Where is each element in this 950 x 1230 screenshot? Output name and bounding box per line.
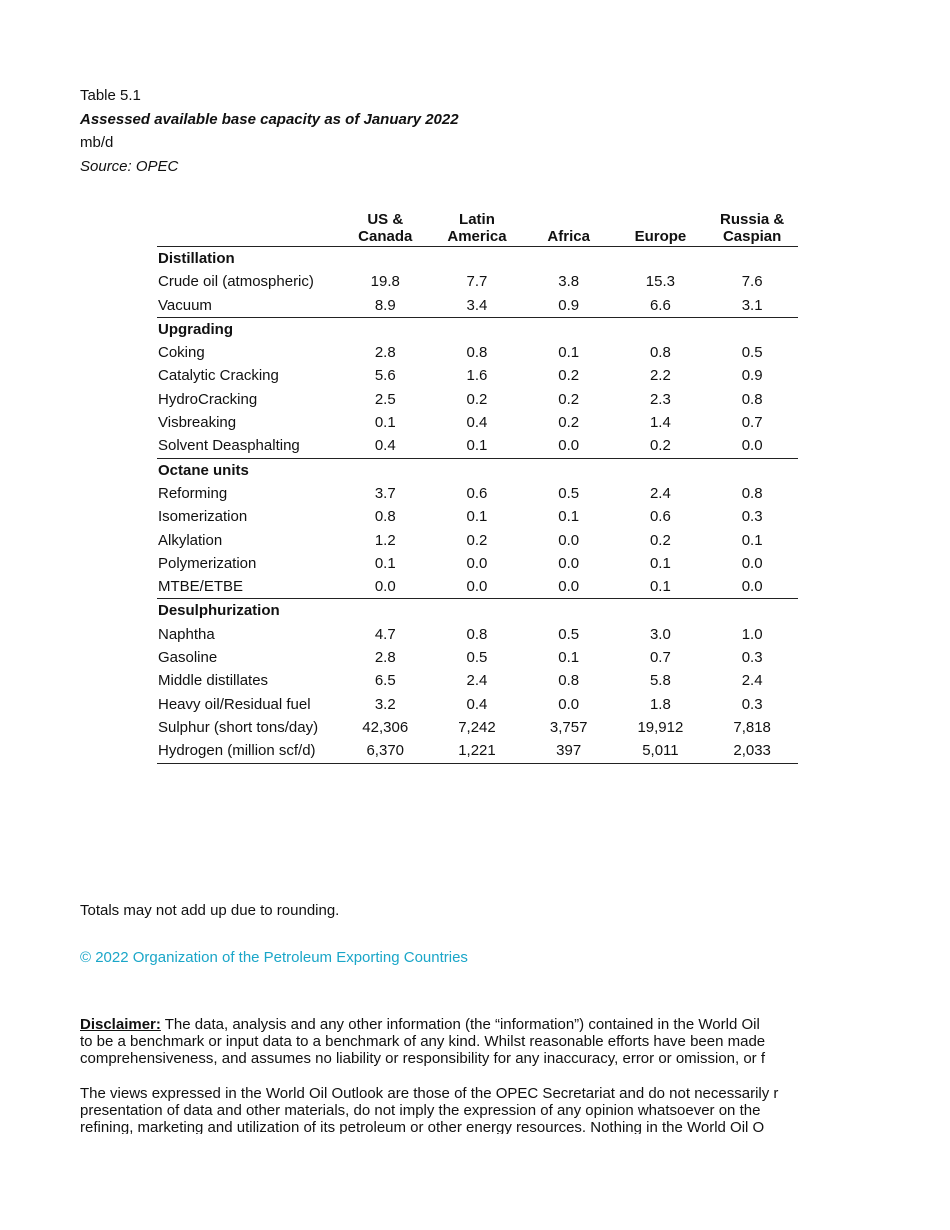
section-header-row (157, 599, 798, 623)
row-label: Middle distillates (158, 672, 269, 690)
table-cell: 0.1 (558, 649, 580, 667)
row-label: Visbreaking (158, 414, 237, 432)
table-cell: 4.7 (374, 625, 396, 643)
table-cell: 19.8 (370, 273, 400, 291)
table-cell: 0.8 (741, 390, 763, 408)
table-cell: 3.7 (374, 484, 396, 502)
row-label: Heavy oil/Residual fuel (158, 695, 311, 713)
table-cell: 2.5 (374, 390, 396, 408)
row-label: Sulphur (short tons/day) (158, 718, 319, 736)
column-header: Europe (615, 210, 707, 247)
disclaimer-line: comprehensiveness, and assumes no liability or responsibility for any inaccuracy, error or omission, or f (80, 1050, 766, 1067)
table-row (157, 411, 798, 434)
table-row (157, 693, 798, 716)
row-label: Solvent Deasphalting (157, 434, 339, 458)
disclaimer-line (80, 1016, 798, 1033)
disclaimer-line: presentation of data and other materials, do not imply the expression of any opinion whatsoever on the (80, 1102, 761, 1119)
table-cell: 1.8 (649, 695, 671, 713)
table-cell: 0.0 (523, 434, 615, 458)
table-cell: 1.4 (649, 414, 671, 432)
table-cell: 2.4 (741, 672, 763, 690)
section-title: Desulphurization (158, 602, 280, 620)
table-cell: 3.0 (649, 625, 671, 643)
disclaimer (80, 1016, 798, 1134)
table-cell: 3.2 (374, 695, 396, 713)
table-cell: 3.4 (431, 294, 523, 318)
row-label: Gasoline (158, 649, 218, 667)
table-cell: 6,370 (339, 739, 431, 763)
table-cell: 0.8 (558, 672, 580, 690)
section-header-row (157, 247, 798, 271)
row-label: Polymerization (158, 554, 257, 572)
table-title: Assessed available base capacity as of January 2022 (80, 110, 459, 128)
table-row (157, 388, 798, 411)
column-header: US & Canada (339, 210, 431, 247)
row-label: MTBE/ETBE (157, 575, 339, 599)
table-cell: 0.0 (558, 554, 580, 572)
table-cell: 2.2 (649, 367, 671, 385)
table-cell: 1.6 (466, 367, 488, 385)
table-row (157, 739, 798, 763)
row-label: Reforming (158, 484, 228, 502)
table-row (157, 529, 798, 552)
rounding-note: Totals may not add up due to rounding. (80, 902, 340, 919)
table-cell: 3,757 (549, 718, 588, 736)
table-cell: 0.4 (339, 434, 431, 458)
row-label: Crude oil (atmospheric) (158, 273, 314, 291)
table-cell: 0.2 (558, 390, 580, 408)
table-cell: 0.8 (466, 344, 488, 362)
row-label: Alkylation (158, 531, 223, 549)
section-title: Upgrading (158, 320, 233, 338)
section-header-row (157, 458, 798, 482)
table-cell: 0.5 (558, 484, 580, 502)
table-cell: 0.1 (374, 414, 396, 432)
table-cell: 7.6 (741, 273, 763, 291)
table-cell: 0.4 (466, 695, 488, 713)
table-cell: 1.2 (374, 531, 396, 549)
table-cell: 0.8 (649, 344, 671, 362)
disclaimer-text: The data, analysis and any other information (the “information”) contained in the World Oil (160, 1016, 760, 1033)
column-header: Africa (523, 210, 615, 247)
table-cell: 0.9 (741, 367, 763, 385)
table-cell: 0.0 (558, 695, 580, 713)
table-cell: 7.7 (466, 273, 488, 291)
section-header-row (157, 317, 798, 341)
disclaimer-label: Disclaimer: (80, 1016, 161, 1033)
table-cell: 0.0 (339, 575, 431, 599)
table-row (157, 623, 798, 646)
table-cell: 2.4 (649, 484, 671, 502)
table-row (157, 716, 798, 739)
table-cell: 19,912 (637, 718, 684, 736)
table-cell: 0.0 (466, 554, 488, 572)
table-cell: 0.8 (741, 484, 763, 502)
table-cell: 0.0 (706, 434, 798, 458)
table-cell: 0.0 (558, 531, 580, 549)
table-cell: 2.8 (374, 649, 396, 667)
column-header (157, 210, 339, 247)
column-header: Russia & Caspian (706, 210, 798, 247)
table-cell: 0.0 (431, 575, 523, 599)
row-label: Vacuum (157, 294, 339, 318)
table-header (80, 84, 459, 178)
table-cell: 3.1 (706, 294, 798, 318)
table-cell: 0.4 (466, 414, 488, 432)
table-header-row (157, 210, 798, 247)
section-title: Distillation (158, 250, 235, 267)
table-cell: 42,306 (362, 718, 409, 736)
table-cell: 0.1 (558, 344, 580, 362)
table-cell: 0.1 (615, 575, 707, 599)
table-cell: 0.8 (374, 508, 396, 526)
capacity-table (157, 210, 798, 764)
table-cell: 2.4 (466, 672, 488, 690)
table-cell: 5.8 (649, 672, 671, 690)
table-cell: 1,221 (431, 739, 523, 763)
table-cell: 1.0 (741, 625, 763, 643)
table-row (157, 270, 798, 293)
row-label: Catalytic Cracking (158, 367, 279, 385)
capacity-table-container (157, 210, 798, 764)
table-cell: 7,818 (733, 718, 771, 736)
table-row (157, 575, 798, 599)
table-cell: 2.8 (374, 344, 396, 362)
table-cell: 0.2 (649, 531, 671, 549)
table-cell: 0.0 (523, 575, 615, 599)
row-label: HydroCracking (158, 390, 258, 408)
table-cell: 0.1 (741, 531, 763, 549)
table-row (157, 552, 798, 575)
table-row (157, 646, 798, 669)
table-cell: 0.1 (431, 434, 523, 458)
table-row (157, 364, 798, 387)
disclaimer-line: refining, marketing and utilization of its petroleum or other energy resources. Nothing in the World Oil O (80, 1119, 765, 1134)
table-cell: 0.3 (741, 508, 763, 526)
table-cell: 0.5 (558, 625, 580, 643)
table-cell: 0.1 (374, 554, 396, 572)
table-cell: 2,033 (706, 739, 798, 763)
disclaimer-line: The views expressed in the World Oil Outlook are those of the OPEC Secretariat and do not necessarily r (80, 1085, 779, 1102)
table-cell: 0.5 (741, 344, 763, 362)
table-cell: 0.0 (706, 575, 798, 599)
row-label: Naphtha (158, 625, 215, 643)
table-cell: 6.5 (374, 672, 396, 690)
table-cell: 5,011 (615, 739, 707, 763)
row-label: Isomerization (158, 508, 248, 526)
row-label: Hydrogen (million scf/d) (157, 739, 339, 763)
table-cell: 3.8 (558, 273, 580, 291)
table-cell: 5.6 (374, 367, 396, 385)
table-cell: 0.1 (466, 508, 488, 526)
table-body (157, 247, 798, 764)
table-cell: 0.5 (466, 649, 488, 667)
table-cell: 2.3 (649, 390, 671, 408)
table-row (157, 434, 798, 458)
table-cell: 0.3 (741, 695, 763, 713)
table-cell: 15.3 (645, 273, 675, 291)
table-cell: 0.2 (558, 367, 580, 385)
column-header: Latin America (431, 210, 523, 247)
table-cell: 0.1 (558, 508, 580, 526)
table-row (157, 669, 798, 692)
table-row (157, 505, 798, 528)
disclaimer-line: to be a benchmark or input data to a benchmark of any kind. Whilst reasonable efforts have been made (80, 1033, 766, 1050)
table-cell: 8.9 (339, 294, 431, 318)
table-cell: 0.2 (615, 434, 707, 458)
table-row (157, 294, 798, 318)
table-cell: 0.6 (649, 508, 671, 526)
table-number: Table 5.1 (80, 87, 141, 104)
row-label: Coking (158, 344, 205, 362)
table-row (157, 482, 798, 505)
table-cell: 0.3 (741, 649, 763, 667)
table-cell: 0.7 (741, 414, 763, 432)
table-cell: 0.2 (558, 414, 580, 432)
section-title: Octane units (158, 461, 249, 479)
table-unit: mb/d (80, 134, 114, 151)
table-row (157, 341, 798, 364)
table-cell: 0.8 (466, 625, 488, 643)
table-cell: 0.6 (466, 484, 488, 502)
table-cell: 0.2 (466, 390, 488, 408)
table-cell: 0.1 (649, 554, 671, 572)
table-cell: 7,242 (458, 718, 496, 736)
table-cell: 0.7 (649, 649, 671, 667)
table-cell: 6.6 (615, 294, 707, 318)
table-cell: 0.9 (523, 294, 615, 318)
copyright-link[interactable]: © 2022 Organization of the Petroleum Exporting Countries (80, 949, 468, 966)
table-source: Source: OPEC (80, 157, 179, 175)
table-cell: 397 (523, 739, 615, 763)
table-cell: 0.0 (741, 554, 763, 572)
table-cell: 0.2 (466, 531, 488, 549)
